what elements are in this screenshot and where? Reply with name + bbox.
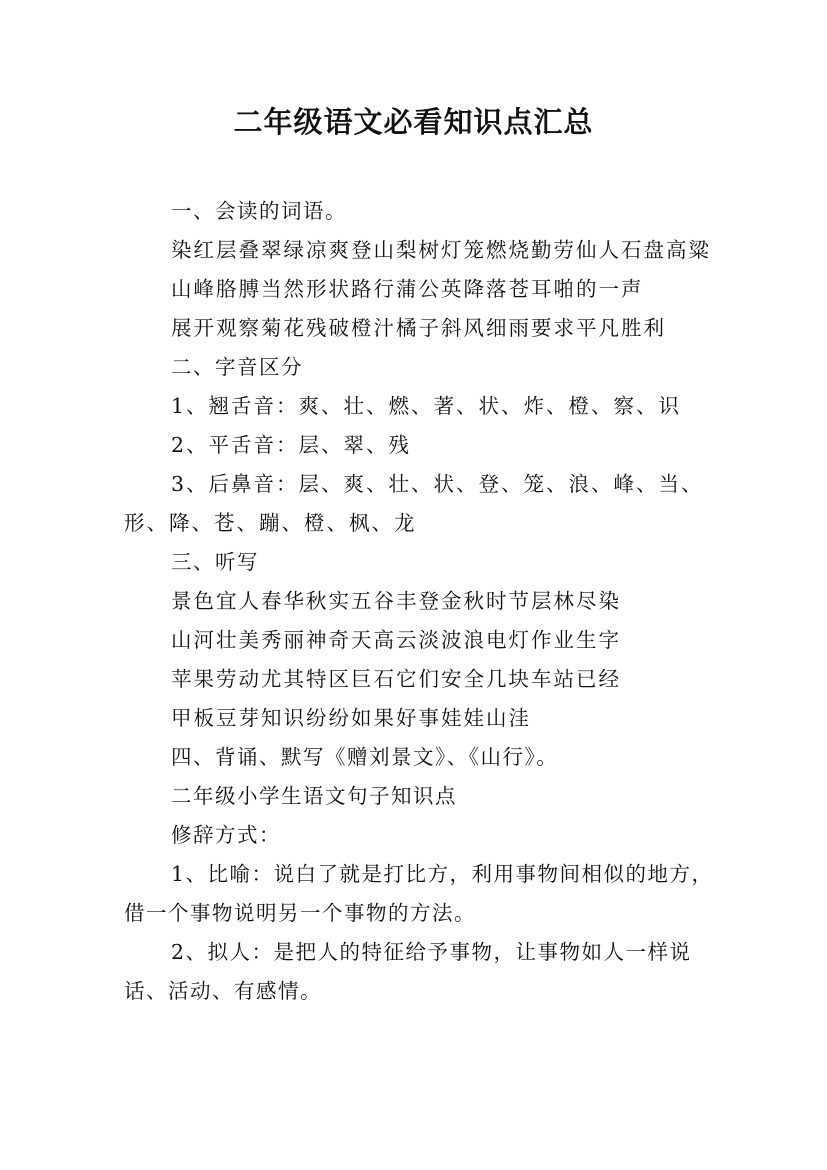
subheading-rhetoric: 修辞方式：	[171, 823, 281, 847]
word-list-line: 染红层叠翠绿凉爽登山梨树灯笼燃烧勤劳仙人石盘高粱	[171, 238, 711, 262]
pronunciation-line: 1、翘舌音：爽、壮、燃、著、状、炸、橙、察、识	[171, 394, 682, 418]
dictation-line: 景色宜人春华秋实五谷丰登金秋时节层林尽染	[171, 589, 621, 613]
dictation-line: 山河壮美秀丽神奇天高云淡波浪电灯作业生字	[171, 628, 621, 652]
section-heading-pronunciation: 二、字音区分	[171, 355, 303, 379]
section-heading-recitation: 四、背诵、默写《赠刘景文》、《山行》。	[171, 745, 559, 769]
document-title: 二年级语文必看知识点汇总	[233, 105, 594, 139]
document-body	[124, 192, 714, 1011]
word-list-line: 山峰胳膊当然形状路行蒲公英降落苍耳啪的一声	[171, 277, 644, 301]
section-heading-words: 一、会读的词语。	[171, 199, 347, 223]
section-heading-dictation: 三、听写	[171, 550, 259, 574]
rhetoric-metaphor: 1、比喻：说白了就是打比方，利用事物间相似的地方，借一个事物说明另一个事物的方法。	[124, 862, 714, 925]
pronunciation-line: 3、后鼻音：层、爽、壮、状、登、笼、浪、峰、当、形、降、苍、蹦、橙、枫、龙	[124, 472, 704, 535]
subheading-sentences: 二年级小学生语文句子知识点	[171, 784, 457, 808]
dictation-line: 苹果劳动尤其特区巨石它们安全几块车站已经	[171, 667, 621, 691]
dictation-line: 甲板豆芽知识纷纷如果好事娃娃山洼	[171, 706, 531, 730]
pronunciation-line: 2、平舌音：层、翠、残	[171, 433, 412, 457]
word-list-line: 展开观察菊花残破橙汁橘子斜风细雨要求平凡胜利	[171, 316, 666, 340]
rhetoric-personification: 2、拟人：是把人的特征给予事物，让事物如人一样说话、活动、有感情。	[124, 940, 692, 1003]
